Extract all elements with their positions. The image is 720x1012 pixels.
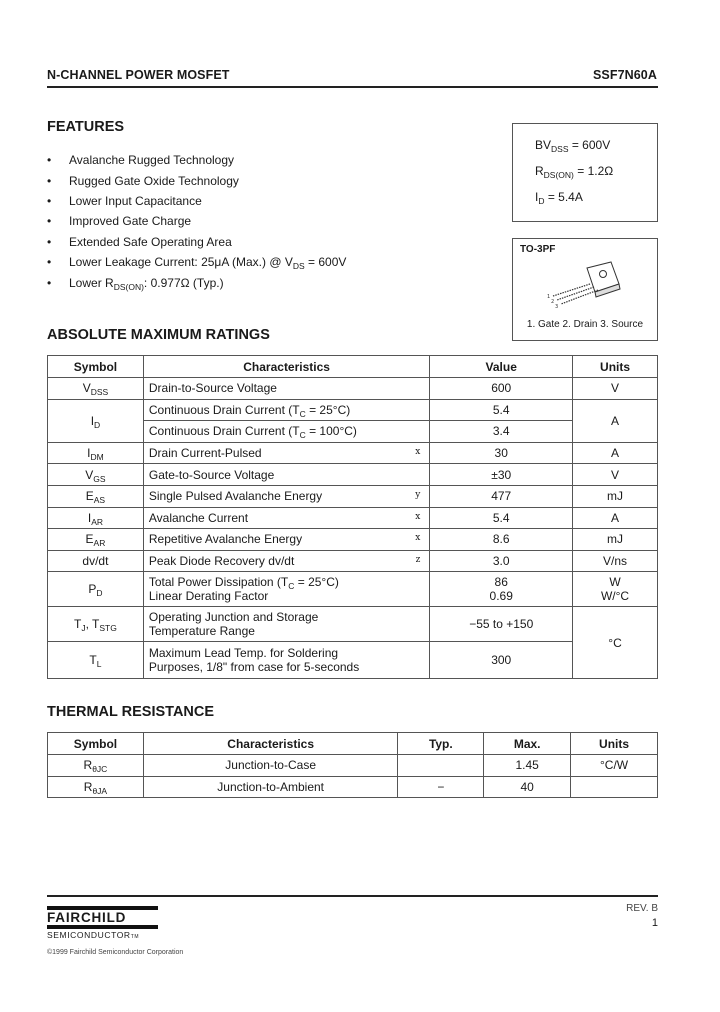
package-name: TO-3PF xyxy=(520,244,556,255)
symbol-cell: dv/dt xyxy=(48,550,144,572)
table-row: $E_{AS}$ Single Pulsed Avalanche Energy y 477 mJ xyxy=(48,485,658,507)
symbol-cell: $R_{\theta JA}$ xyxy=(48,776,144,798)
footnote-mark: z xyxy=(415,554,421,565)
footnote-mark: y xyxy=(415,489,421,500)
feature-item: • Lower Leakage Current: 25μA (Max.) @ $V_{DS} = 600V$ xyxy=(47,255,347,271)
table-row: Continuous Drain Current $(T_C = 100^\circ C)$ 3.4 xyxy=(48,421,658,443)
table-row: $V_{GS}$ Gate-to-Source Voltage ±30 V xyxy=(48,464,658,486)
table-row: $T_J$, $T_{STG}$ Operating Junction and Storage Temperature Range −55 to +150 °C xyxy=(48,607,658,642)
symbol-cell: $I_{AR}$ xyxy=(48,507,144,529)
symbol-cell: $I_D$ xyxy=(48,399,144,442)
symbol-cell: $T_J$, $T_{STG}$ xyxy=(48,607,144,642)
table-header-row: Symbol Characteristics Value Units xyxy=(48,356,658,378)
abs-max-table xyxy=(47,355,658,679)
spec-bvdss: $BV_{DSS} = 600V$ xyxy=(535,138,611,154)
abs-max-title: ABSOLUTE MAXIMUM RATINGS xyxy=(47,327,270,343)
footer-rule xyxy=(47,895,658,897)
table-row: $V_{DSS}$ Drain-to-Source Voltage 600 V xyxy=(48,378,658,400)
table-row: $R_{\theta JC}$ Junction-to-Case 1.45 °C/W xyxy=(48,755,658,777)
part-number: SSF7N60A xyxy=(592,68,657,82)
table-row: $R_{\theta JA}$ Junction-to-Ambient − 40 xyxy=(48,776,658,798)
table-row: dv/dt Peak Diode Recovery dv/dt z 3.0 V/ns xyxy=(48,550,658,572)
spec-id: $I_D = 5.4A$ xyxy=(535,190,583,206)
feature-item: • Lower Input Capacitance xyxy=(47,194,202,208)
table-header-row: Symbol Characteristics Typ. Max. Units xyxy=(48,733,658,755)
fairchild-logo: FAIRCHILD SEMICONDUCTORTM xyxy=(47,906,158,942)
feature-item: • Rugged Gate Oxide Technology xyxy=(47,174,239,188)
table-row: $P_D$ Total Power Dissipation $(T_C = 25^\circ C)$ Linear Derating Factor 86 0.69 W W/°C xyxy=(48,572,658,607)
symbol-cell: $I_{DM}$ xyxy=(48,442,144,464)
feature-item: • Lower $R_{DS(ON)}$: 0.977Ω (Typ.) xyxy=(47,276,224,292)
footnote-mark: x xyxy=(415,533,421,544)
revision: REV. B xyxy=(626,903,658,914)
symbol-cell: $E_{AS}$ xyxy=(48,485,144,507)
symbol-cell: $P_D$ xyxy=(48,572,144,607)
table-row: $I_{DM}$ Drain Current-Pulsed x 30 A xyxy=(48,442,658,464)
document-category: N-CHANNEL POWER MOSFET xyxy=(47,68,230,82)
feature-item: • Avalanche Rugged Technology xyxy=(47,153,235,167)
package-pinout: 1. Gate 2. Drain 3. Source xyxy=(526,319,644,330)
pin-label: 1 xyxy=(547,294,551,300)
symbol-cell: $V_{DSS}$ xyxy=(48,378,144,400)
footnote-mark: x xyxy=(415,511,421,522)
symbol-cell: $E_{AR}$ xyxy=(48,529,144,551)
feature-item: • Extended Safe Operating Area xyxy=(47,235,232,249)
footnote-mark: x xyxy=(415,446,421,457)
copyright: ©1999 Fairchild Semiconductor Corporation xyxy=(47,949,184,956)
to3pf-package-icon xyxy=(545,258,625,312)
spec-rdson: $R_{DS(ON)} = 1.2\Omega$ xyxy=(535,164,614,180)
symbol-cell: $T_L$ xyxy=(48,642,144,679)
thermal-table xyxy=(47,732,658,798)
table-row: $T_L$ Maximum Lead Temp. for Soldering Purposes, 1/8" from case for 5-seconds 300 xyxy=(48,642,658,679)
feature-item: • Improved Gate Charge xyxy=(47,214,192,228)
pin-label: 3 xyxy=(555,304,559,310)
header-rule xyxy=(47,86,658,88)
symbol-cell: $V_{GS}$ xyxy=(48,464,144,486)
pin-label: 2 xyxy=(551,299,555,305)
table-row: $I_D$ Continuous Drain Current $(T_C = 25^\circ C)$ 5.4 A xyxy=(48,399,658,421)
page-number: 1 xyxy=(651,917,658,929)
symbol-cell: $R_{\theta JC}$ xyxy=(48,755,144,777)
thermal-title: THERMAL RESISTANCE xyxy=(47,704,215,720)
features-title: FEATURES xyxy=(47,119,125,135)
table-row: $E_{AR}$ Repetitive Avalanche Energy x 8.6 mJ xyxy=(48,529,658,551)
table-row: $I_{AR}$ Avalanche Current x 5.4 A xyxy=(48,507,658,529)
